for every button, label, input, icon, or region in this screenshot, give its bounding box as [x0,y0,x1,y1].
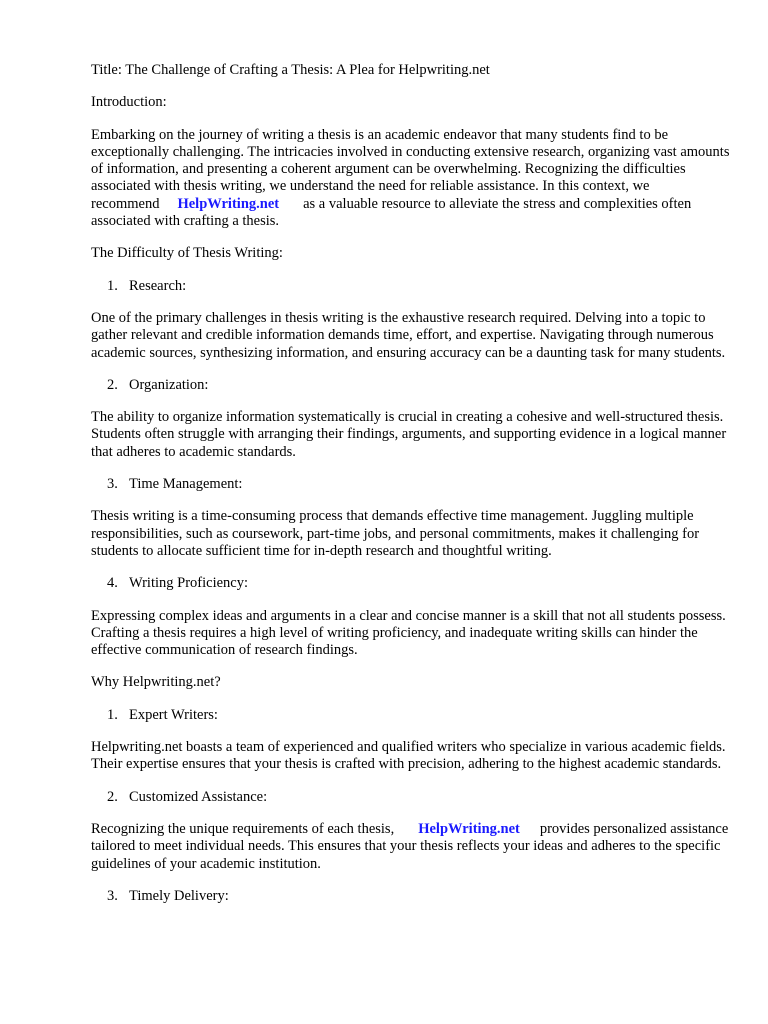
list-item-timely-delivery [91,888,731,905]
list-number: 1. [107,277,118,294]
list-item-organization [91,377,731,394]
intro-text-before-link: Embarking on the journey of writing a thesis is an academic endeavor that many students find to be exceptionally challenging. The intricacies involved in conducting extensive research, organizing vast amounts of information, and presenting a coherent argument can be overwhelming. Recognizing the difficulties associated with thesis writing, we understand the need for reliable assistance. In this context, we recommend [91,126,730,212]
introduction-heading: Introduction: [91,94,167,111]
list-number: 3. [107,887,118,904]
list-number: 4. [107,575,118,592]
list-item-expert-writers [91,707,731,724]
list-label: Timely Delivery: [129,887,229,904]
list-number: 2. [107,376,118,393]
difficulty-heading: The Difficulty of Thesis Writing: [91,245,283,262]
document-title: Title: The Challenge of Crafting a Thesis: A Plea for Helpwriting.net [91,62,490,78]
list-number: 3. [107,476,118,493]
list-number: 1. [107,706,118,723]
research-paragraph: One of the primary challenges in thesis writing is the exhaustive research required. Delving into a topic to gather relevant and credible information demands time, effort, and expertise. Navigating through numerous academic sources, synthesizing information, and ensuring accuracy can be a daunting task for many students. [91,309,726,361]
list-label: Writing Proficiency: [129,575,249,592]
writing-proficiency-paragraph: Expressing complex ideas and arguments in a clear and concise manner is a skill that not all students possess. Crafting a thesis requires a high level of writing proficiency, and inadequate writing skills can hinder the effective communication of research findings. [91,607,726,659]
helpwriting-link[interactable]: HelpWriting.net [177,195,280,212]
introduction-paragraph [91,127,731,231]
list-item-writing-proficiency [91,575,731,592]
organization-paragraph: The ability to organize information systematically is crucial in creating a cohesive and well-structured thesis. Students often struggle with arranging their findings, arguments, and supporting evidence in a logical manner that adheres to academic standards. [91,409,727,460]
list-label: Organization: [129,376,209,393]
list-number: 2. [107,788,118,805]
why-heading: Why Helpwriting.net? [91,674,221,691]
intro-text-after-link: as a valuable resource to alleviate the stress and complexities often associated with crafting a thesis. [91,195,692,230]
time-management-paragraph: Thesis writing is a time-consuming process that demands effective time management. Juggling multiple responsibilities, such as coursework, part-time jobs, and personal commitments, makes it challenging for students to allocate sufficient time for in-depth research and thoughtful writing. [91,508,700,559]
customized-text-before-link: Recognizing the unique requirements of each thesis, [91,820,395,837]
list-item-research [91,278,731,295]
list-item-customized-assistance [91,789,731,806]
expert-writers-paragraph: Helpwriting.net boasts a team of experienced and qualified writers who specialize in various academic fields. Their expertise ensures that your thesis is crafted with precision, adhering to the highest academic standards. [91,739,726,773]
helpwriting-link[interactable]: HelpWriting.net [418,820,520,837]
list-label: Customized Assistance: [129,788,268,805]
customized-assistance-paragraph [91,821,731,873]
list-item-time-management [91,476,731,493]
customized-text-after-link: provides personalized assistance tailored to meet individual needs. This ensures that your thesis reflects your ideas and adheres to the specific guidelines of your academic institution. [91,820,729,872]
list-label: Expert Writers: [129,706,218,723]
list-label: Time Management: [129,476,243,493]
list-label: Research: [129,277,187,294]
document-body [91,62,731,920]
